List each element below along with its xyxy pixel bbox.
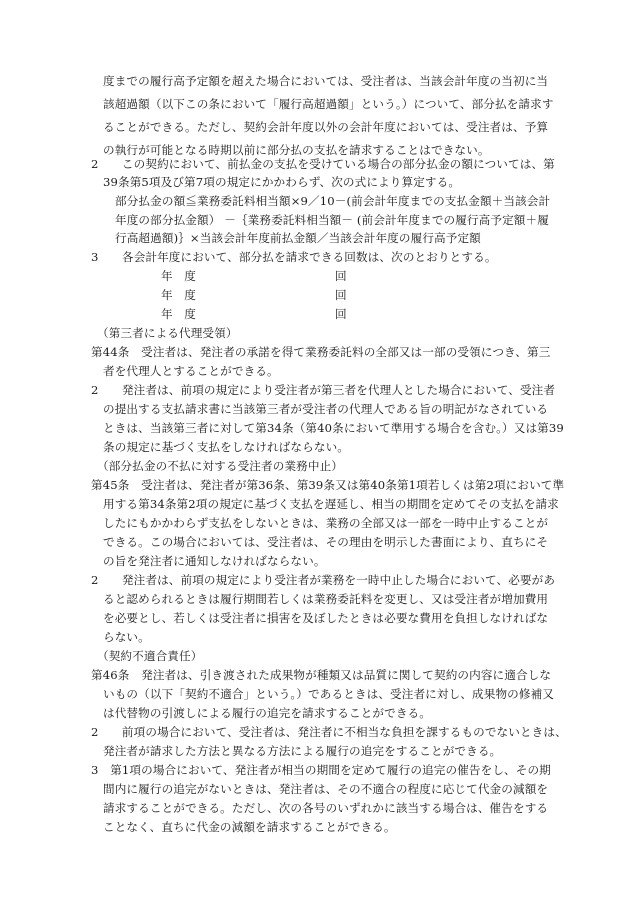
schedule-count-cell: 回 — [335, 269, 347, 283]
text-line: 2 前項の場合において、受注者は、発注者に不相当な負担を課するものでないときは、 — [91, 725, 567, 739]
text-line: の提出する支払請求書に当該第三者が受注者の代理人である旨の明記がなされている — [103, 402, 549, 416]
text-line: 該超過額（以下この条において「履行高超過額」という。）について、部分払を請求す — [103, 97, 554, 111]
schedule-count-cell: 回 — [335, 307, 347, 321]
section-heading: （契約不適合責任） — [97, 649, 203, 663]
section-heading: （第三者による代理受領） — [97, 326, 238, 340]
text-line: 39条第5項及び第7項の規定にかかわらず、次の式により算定する。 — [103, 175, 461, 189]
text-line: 3 第1項の場合において、発注者が相当の期間を定めて履行の追完の催告をし、その期 — [91, 763, 551, 777]
text-line: の執行が可能となる時期以前に部分払の支払を請求することはできない。 — [103, 143, 490, 157]
text-line: ると認められるときは履行期間若しくは業務委託料を変更し、又は受注者が増加費用 — [103, 592, 549, 606]
text-line: 2 発注者は、前項の規定により受注者が業務を一時中止した場合において、必要があ — [91, 573, 556, 587]
text-line: ることができる。ただし、契約会計年度以外の会計年度においては、受注者は、予算 — [103, 120, 549, 134]
text-line: を必要とし、若しくは受注者に損害を及ぼしたときは必要な費用を負担しなければな — [103, 611, 549, 625]
text-line: 発注者が請求した方法と異なる方法による履行の追完をすることができる。 — [103, 744, 502, 758]
text-line: したにもかかわらず支払をしないときは、業務の全部又は一部を一時中止することが — [103, 516, 549, 530]
text-line: ことなく、直ちに代金の減額を請求することができる。 — [103, 820, 396, 834]
text-line: 者を代理人とすることができる。 — [103, 364, 279, 378]
text-line: らない。 — [103, 630, 150, 644]
formula-line: 行高超過額)｝×当該会計年度前払金額／当該会計年度の履行高予定額 — [115, 231, 481, 245]
text-line: 条の規定に基づく支払をしなければならない。 — [103, 440, 349, 454]
text-line: できる。この場合においては、受注者は、その理由を明示した書面により、直ちにそ — [103, 535, 549, 549]
text-line: 2 この契約において、前払金の支払を受けている場合の部分払金の額については、第 — [91, 157, 555, 171]
text-line: 度までの履行高予定額を超えた場合においては、受注者は、当該会計年度の当初に当 — [103, 74, 549, 88]
text-line: 用する第34条第2項の規定に基づく支払を遅延し、相当の期間を定めてその支払を請求 — [103, 497, 559, 511]
text-line: 3 各会計年度において、部分払を請求できる回数は、次のとおりとする。 — [91, 250, 497, 264]
schedule-year-cell: 年 度 — [161, 288, 196, 302]
text-line: の旨を発注者に通知しなければならない。 — [103, 554, 326, 568]
formula-line: 年度の部分払金額） －｛業務委託料相当額－ (前会計年度までの履行高予定額＋履 — [115, 213, 549, 227]
text-line: ときは、当該第三者に対して第34条（第40条において準用する場合を含む。）又は第39 — [103, 421, 564, 435]
schedule-year-cell: 年 度 — [161, 269, 196, 283]
formula-line: 部分払金の額≦業務委託料相当額×9／10－(前会計年度までの支払金額＋当該会計 — [115, 194, 551, 208]
text-line: は代替物の引渡しによる履行の追完を請求することができる。 — [103, 706, 431, 720]
article-line: 第46条 発注者は、引き渡された成果物が種類又は品質に関して契約の内容に適合しな — [91, 668, 552, 682]
section-heading: （部分払金の不払に対する受注者の業務中止） — [97, 459, 343, 473]
text-line: 2 発注者は、前項の規定により受注者が第三者を代理人とした場合において、受注者 — [91, 383, 556, 397]
text-line: 請求することができる。ただし、次の各号のいずれかに該当する場合は、催告をする — [103, 801, 549, 815]
schedule-year-cell: 年 度 — [161, 307, 196, 321]
article-line: 第44条 受注者は、発注者の承諾を得て業務委託料の全部又は一部の受領につき、第三 — [91, 345, 551, 359]
schedule-count-cell: 回 — [335, 288, 347, 302]
text-line: 間内に履行の追完がないときは、発注者は、その不適合の程度に応じて代金の減額を — [103, 782, 549, 796]
text-line: いもの（以下「契約不適合」という。）であるときは、受注者に対し、成果物の修補又 — [103, 687, 555, 701]
article-line: 第45条 受注者は、発注者が第36条、第39条又は第40条第1項若しくは第2項において準 — [91, 478, 565, 492]
